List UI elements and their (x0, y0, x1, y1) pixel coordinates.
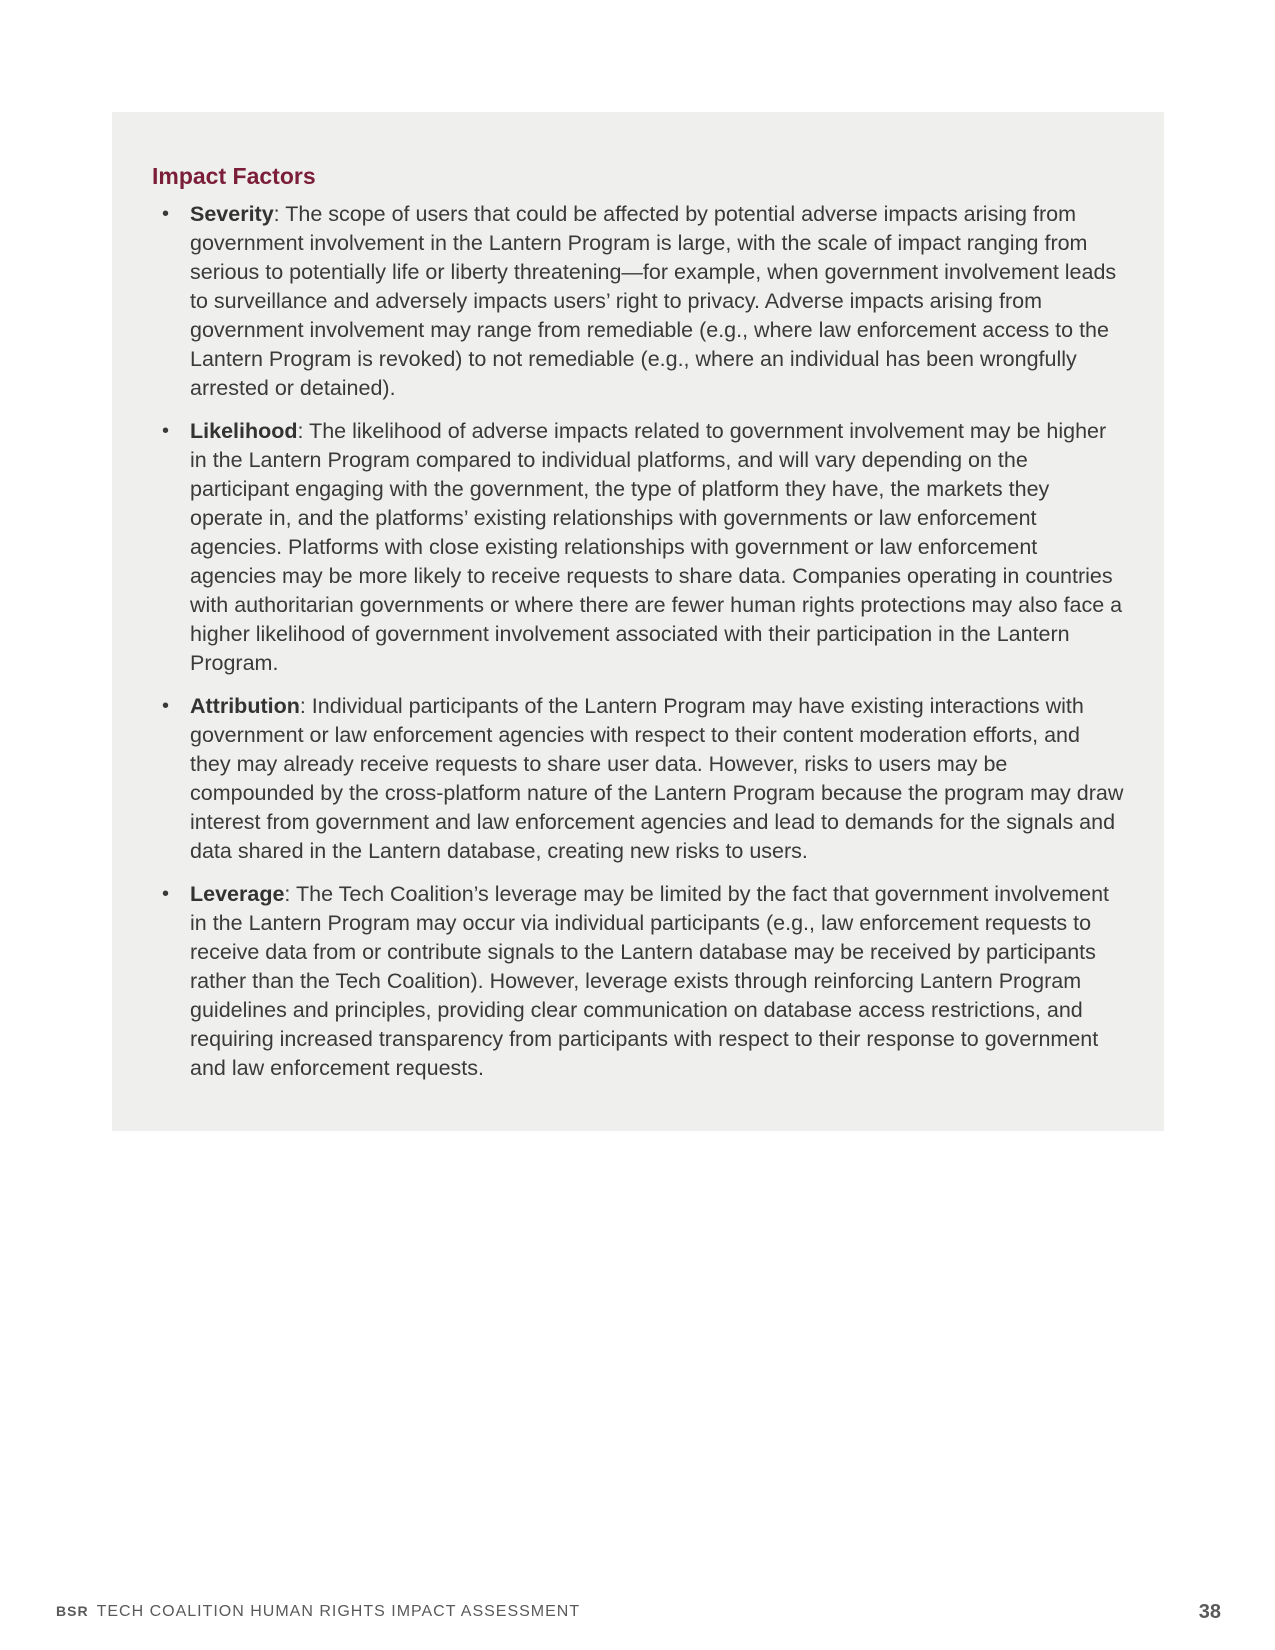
impact-factors-callout (112, 112, 1164, 1131)
page-footer (56, 1600, 1221, 1624)
footer-document-title (56, 1603, 580, 1621)
factor-term: Attribution (190, 694, 300, 718)
page-number: 38 (1198, 1600, 1221, 1623)
factor-item-attribution (152, 692, 1124, 866)
impact-factors-list (152, 200, 1124, 1083)
bullet-icon: • (162, 203, 170, 225)
factor-item-leverage (152, 880, 1124, 1083)
factor-description: : The scope of users that could be affected by potential adverse impacts arising from government involvement in the Lantern Program is large, with the scale of impact ranging from serious to potentially life or liberty threatening—for example, when government involvement leads to surveillance and adversely impacts users’ right to privacy. Adverse impacts arising from government involvement may range from remediable (e.g., where law enforcement access to the Lantern Program is revoked) to not remediable (e.g., where an individual has been wrongfully arrested or detained). (190, 202, 1117, 400)
factor-item-likelihood (152, 417, 1124, 678)
bullet-icon: • (162, 883, 170, 905)
factor-item-severity (152, 200, 1124, 403)
bullet-icon: • (162, 420, 170, 442)
footer-brand: BSR (56, 1603, 89, 1619)
factor-description: : The Tech Coalition’s leverage may be limited by the fact that government involvement in the Lantern Program may occur via individual participants (e.g., law enforcement requests to receive data from or contribute signals to the Lantern database may be received by participants rather than the Tech Coalition). However, leverage exists through reinforcing Lantern Program guidelines and principles, providing clear communication on database access restrictions, and requiring increased transparency from participants with respect to their response to government and law enforcement requests. (190, 882, 1110, 1080)
factor-description: : Individual participants of the Lantern Program may have existing interactions with government or law enforcement agencies with respect to their content moderation efforts, and they may already receive requests to share user data. However, risks to users may be compounded by the cross-platform nature of the Lantern Program because the program may draw interest from government and law enforcement agencies and lead to demands for the signals and data shared in the Lantern database, creating new risks to users. (190, 694, 1124, 863)
factor-description: : The likelihood of adverse impacts related to government involvement may be higher in the Lantern Program compared to individual platforms, and will vary depending on the participant engaging with the government, the type of platform they have, the markets they operate in, and the platforms’ existing relationships with governments or law enforcement agencies. Platforms with close existing relationships with government or law enforcement agencies may be more likely to receive requests to share data. Companies operating in countries with authoritarian governments or where there are fewer human rights protections may also face a higher likelihood of government involvement associated with their participation in the Lantern Program. (190, 419, 1123, 675)
factor-term: Leverage (190, 882, 285, 906)
footer-title: TECH COALITION HUMAN RIGHTS IMPACT ASSESSMENT (96, 1603, 581, 1620)
bullet-icon: • (162, 695, 170, 717)
impact-factors-heading: Impact Factors (152, 163, 316, 189)
factor-term: Severity (190, 202, 274, 226)
factor-term: Likelihood (190, 419, 298, 443)
